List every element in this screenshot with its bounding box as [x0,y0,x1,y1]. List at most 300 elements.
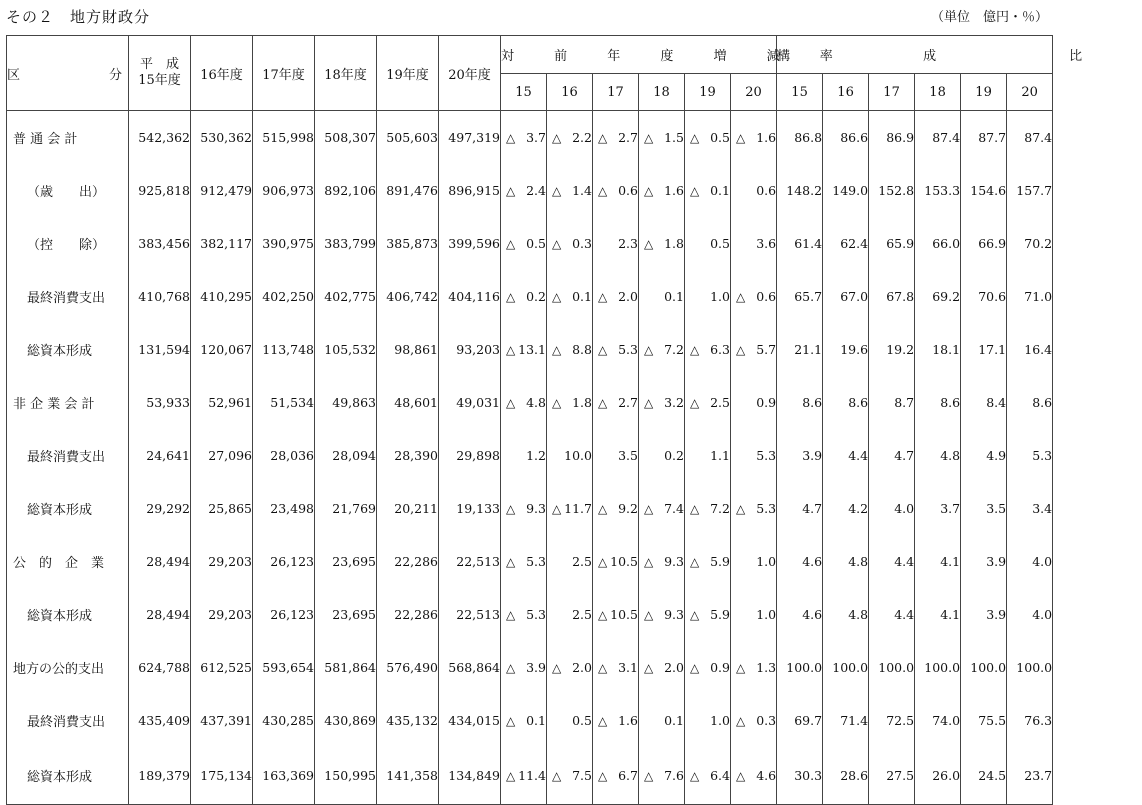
decrease-mark: △ [506,342,516,357]
rate-value: 10.5 [610,554,638,569]
ratio-cell: 4.0 [1007,535,1053,588]
row-label: 総資本形成 [7,588,129,641]
decrease-mark: △ [598,660,608,675]
value-cell: 410,768 [129,270,191,323]
decrease-mark: △ [598,395,608,410]
ratio-cell: 61.4 [777,217,823,270]
row-label: （歳 出） [7,164,129,217]
decrease-mark: △ [598,342,608,357]
rate-cell [685,535,731,588]
ratio-cell: 24.5 [961,747,1007,805]
decrease-mark: △ [552,236,562,251]
rate-cell [685,641,731,694]
ratio-cell: 72.5 [869,694,915,747]
decrease-mark: △ [506,501,516,516]
ratio-cell: 75.5 [961,694,1007,747]
ratio-cell: 100.0 [961,641,1007,694]
ratio-cell: 4.8 [823,535,869,588]
rate-cell [731,588,777,641]
rate-cell [685,747,731,805]
ratio-cell: 65.7 [777,270,823,323]
ratio-cell: 86.8 [777,111,823,165]
value-cell: 28,390 [377,429,439,482]
decrease-mark: △ [736,501,746,516]
rate-value: 0.1 [664,713,684,728]
ratio-cell: 86.6 [823,111,869,165]
ratio-cell: 4.8 [915,429,961,482]
rate-cell [639,588,685,641]
decrease-mark: △ [644,342,654,357]
value-cell: 383,799 [315,217,377,270]
table-row [7,323,1053,376]
value-cell: 28,094 [315,429,377,482]
rate-cell [639,641,685,694]
value-cell: 896,915 [439,164,501,217]
value-cell: 906,973 [253,164,315,217]
value-cell: 434,015 [439,694,501,747]
ratio-cell: 18.1 [915,323,961,376]
ratio-cell: 30.3 [777,747,823,805]
decrease-mark: △ [644,130,654,145]
ratio-cell: 8.6 [915,376,961,429]
decrease-mark: △ [644,236,654,251]
value-cell: 402,250 [253,270,315,323]
ratio-cell: 69.7 [777,694,823,747]
table-row [7,641,1053,694]
rate-cell [501,747,547,805]
decrease-mark: △ [552,768,562,783]
rate-cell [593,164,639,217]
value-cell: 912,479 [191,164,253,217]
value-cell: 410,295 [191,270,253,323]
rate-cell [593,270,639,323]
rate-cell [501,323,547,376]
ratio-cell: 71.4 [823,694,869,747]
ratio-cell: 8.6 [1007,376,1053,429]
value-cell: 891,476 [377,164,439,217]
rate-value: 0.5 [572,713,592,728]
decrease-mark: △ [690,768,700,783]
ratio-cell: 66.9 [961,217,1007,270]
decrease-mark: △ [644,501,654,516]
rate-cell [593,535,639,588]
ratio-cell: 4.4 [869,535,915,588]
decrease-mark: △ [598,289,608,304]
rate-cell [593,376,639,429]
value-cell: 52,961 [191,376,253,429]
ratio-cell: 70.6 [961,270,1007,323]
value-cell: 21,769 [315,482,377,535]
rate-cell [685,270,731,323]
header-rate-year: 16 [547,74,593,111]
rate-value: 9.3 [664,607,684,622]
ratio-cell: 66.0 [915,217,961,270]
decrease-mark: △ [736,660,746,675]
value-cell: 624,788 [129,641,191,694]
header-ratio-year: 19 [961,74,1007,111]
value-cell: 29,898 [439,429,501,482]
ratio-cell: 27.5 [869,747,915,805]
decrease-mark: △ [506,183,516,198]
value-cell: 141,358 [377,747,439,805]
value-cell: 581,864 [315,641,377,694]
value-cell: 20,211 [377,482,439,535]
rate-cell [685,482,731,535]
row-label: 公 的 企 業 [7,535,129,588]
rate-cell [685,376,731,429]
value-cell: 51,534 [253,376,315,429]
rate-value: 8.8 [572,342,592,357]
decrease-mark: △ [690,130,700,145]
ratio-cell: 5.3 [1007,429,1053,482]
rate-cell [547,429,593,482]
decrease-mark: △ [552,660,562,675]
ratio-cell: 74.0 [915,694,961,747]
rate-value: 1.2 [526,448,546,463]
ratio-cell: 4.4 [869,588,915,641]
ratio-cell: 4.6 [777,535,823,588]
value-cell: 98,861 [377,323,439,376]
value-cell: 105,532 [315,323,377,376]
rate-cell [501,429,547,482]
rate-cell [639,217,685,270]
rate-cell [685,588,731,641]
rate-cell [547,482,593,535]
rate-value: 5.3 [618,342,638,357]
value-cell: 24,641 [129,429,191,482]
ratio-cell: 3.9 [961,535,1007,588]
rate-value: 2.0 [572,660,592,675]
rate-cell [731,323,777,376]
decrease-mark: △ [736,289,746,304]
rate-cell [685,164,731,217]
value-cell: 508,307 [315,111,377,165]
rate-value: 0.2 [664,448,684,463]
ratio-cell: 100.0 [1007,641,1053,694]
rate-value: 5.3 [526,607,546,622]
decrease-mark: △ [552,130,562,145]
rate-cell [547,217,593,270]
value-cell: 435,409 [129,694,191,747]
ratio-cell: 4.9 [961,429,1007,482]
rate-cell [685,323,731,376]
ratio-cell: 67.0 [823,270,869,323]
rate-cell [593,747,639,805]
ratio-cell: 4.1 [915,588,961,641]
table-row [7,164,1053,217]
ratio-cell: 3.4 [1007,482,1053,535]
ratio-cell: 8.4 [961,376,1007,429]
ratio-cell: 4.8 [823,588,869,641]
table-row [7,376,1053,429]
rate-value: 10.0 [564,448,592,463]
header-rate-year: 20 [731,74,777,111]
rate-value: 2.0 [618,289,638,304]
value-cell: 399,596 [439,217,501,270]
value-cell: 120,067 [191,323,253,376]
rate-value: 1.5 [664,130,684,145]
value-cell: 28,494 [129,588,191,641]
rate-value: 3.2 [664,395,684,410]
rate-value: 1.6 [756,130,777,145]
decrease-mark: △ [690,501,700,516]
header-ratio-group: 構 成 比 [777,36,1053,74]
rate-cell [593,588,639,641]
value-cell: 150,995 [315,747,377,805]
rate-value: 7.2 [664,342,684,357]
rate-value: 0.3 [756,713,777,728]
rate-cell [593,323,639,376]
rate-cell [593,641,639,694]
ratio-cell: 157.7 [1007,164,1053,217]
value-cell: 390,975 [253,217,315,270]
ratio-cell: 71.0 [1007,270,1053,323]
ratio-cell: 19.2 [869,323,915,376]
ratio-cell: 16.4 [1007,323,1053,376]
ratio-cell: 8.6 [823,376,869,429]
header-rate-year: 19 [685,74,731,111]
rate-cell [501,217,547,270]
decrease-mark: △ [506,713,516,728]
ratio-cell: 3.9 [961,588,1007,641]
value-cell: 22,286 [377,588,439,641]
value-cell: 29,203 [191,588,253,641]
rate-value: 1.0 [710,713,730,728]
ratio-cell: 4.1 [915,535,961,588]
rate-value: 5.9 [710,607,730,622]
rate-value: 1.0 [710,289,730,304]
ratio-cell: 3.9 [777,429,823,482]
rate-cell [639,376,685,429]
decrease-mark: △ [690,660,700,675]
ratio-cell: 3.7 [915,482,961,535]
header-ratio-year: 16 [823,74,869,111]
ratio-cell: 17.1 [961,323,1007,376]
rate-value: 13.1 [518,342,546,357]
header-ratio-year: 15 [777,74,823,111]
table-row [7,111,1053,165]
row-label: （控 除） [7,217,129,270]
rate-cell [501,535,547,588]
table-row [7,694,1053,747]
rate-cell [731,694,777,747]
rate-value: 9.3 [526,501,546,516]
decrease-mark: △ [506,130,516,145]
row-label: 総資本形成 [7,323,129,376]
table-row [7,535,1053,588]
header-heisei15-top: 平 成 [139,57,179,72]
decrease-mark: △ [506,236,516,251]
rate-value: 0.2 [526,289,546,304]
decrease-mark: △ [552,342,562,357]
rate-cell [731,535,777,588]
value-cell: 19,133 [439,482,501,535]
rate-value: 2.2 [572,130,592,145]
rate-value: 3.5 [618,448,638,463]
value-cell: 28,036 [253,429,315,482]
table-row [7,482,1053,535]
decrease-mark: △ [506,554,516,569]
rate-value: 3.7 [526,130,546,145]
value-cell: 435,132 [377,694,439,747]
decrease-mark: △ [644,660,654,675]
value-cell: 28,494 [129,535,191,588]
value-cell: 22,513 [439,535,501,588]
decrease-mark: △ [736,713,746,728]
rate-cell [547,641,593,694]
rate-value: 2.5 [572,554,592,569]
page-title: その２ 地方財政分 [6,8,151,26]
rate-cell [547,376,593,429]
value-cell: 430,869 [315,694,377,747]
rate-value: 0.6 [618,183,638,198]
rate-cell [547,747,593,805]
header-heisei15-bottom: 15年度 [138,73,181,88]
rate-value: 11.4 [518,768,546,783]
table-row [7,747,1053,805]
rate-value: 4.8 [526,395,546,410]
rate-value: 1.6 [664,183,684,198]
value-cell: 515,998 [253,111,315,165]
value-cell: 26,123 [253,535,315,588]
header-kubun [7,36,129,111]
value-cell: 175,134 [191,747,253,805]
value-cell: 497,319 [439,111,501,165]
header-ratio-year: 17 [869,74,915,111]
rate-cell [639,694,685,747]
row-label: 最終消費支出 [7,270,129,323]
ratio-cell: 152.8 [869,164,915,217]
value-cell: 576,490 [377,641,439,694]
header-rate-year: 15 [501,74,547,111]
row-label: 総資本形成 [7,747,129,805]
ratio-cell: 76.3 [1007,694,1053,747]
rate-cell [593,694,639,747]
rate-value: 1.1 [710,448,730,463]
ratio-cell: 148.2 [777,164,823,217]
rate-value: 5.7 [756,342,777,357]
value-cell: 530,362 [191,111,253,165]
value-cell: 48,601 [377,376,439,429]
rate-cell [593,482,639,535]
decrease-mark: △ [598,713,608,728]
rate-value: 1.3 [756,660,777,675]
value-cell: 402,775 [315,270,377,323]
rate-value: 2.7 [618,395,638,410]
rate-cell [501,694,547,747]
value-cell: 26,123 [253,588,315,641]
decrease-mark: △ [598,554,608,569]
ratio-cell: 21.1 [777,323,823,376]
rate-value: 5.3 [526,554,546,569]
rate-cell [731,747,777,805]
value-cell: 925,818 [129,164,191,217]
rate-value: 2.7 [618,130,638,145]
rate-value: 6.7 [618,768,638,783]
rate-value: 0.5 [710,130,730,145]
decrease-mark: △ [506,768,516,783]
value-cell: 131,594 [129,323,191,376]
ratio-cell: 149.0 [823,164,869,217]
decrease-mark: △ [690,554,700,569]
rate-value: 1.8 [664,236,684,251]
header-rate-year: 18 [639,74,685,111]
ratio-cell: 87.4 [915,111,961,165]
rate-value: 1.0 [756,607,777,622]
rate-value: 7.5 [572,768,592,783]
rate-value: 5.9 [710,554,730,569]
table-row [7,270,1053,323]
rate-value: 5.3 [756,448,777,463]
value-cell: 23,498 [253,482,315,535]
rate-cell [547,323,593,376]
header-kubun-left: 区 [7,67,21,83]
value-cell: 23,695 [315,588,377,641]
decrease-mark: △ [690,342,700,357]
rate-cell [593,217,639,270]
rate-value: 0.1 [710,183,730,198]
header-rate-year: 17 [593,74,639,111]
value-cell: 49,863 [315,376,377,429]
value-cell: 892,106 [315,164,377,217]
decrease-mark: △ [552,395,562,410]
value-cell: 29,292 [129,482,191,535]
rate-value: 10.5 [610,607,638,622]
row-label: 地方の公的支出 [7,641,129,694]
rate-value: 1.8 [572,395,592,410]
header-year: 18年度 [315,36,377,111]
rate-cell [731,429,777,482]
header-year: 17年度 [253,36,315,111]
rate-value: 11.7 [564,501,592,516]
ratio-cell: 4.4 [823,429,869,482]
row-label: 最終消費支出 [7,429,129,482]
rate-value: 9.2 [618,501,638,516]
value-cell: 53,933 [129,376,191,429]
value-cell: 385,873 [377,217,439,270]
decrease-mark: △ [506,660,516,675]
value-cell: 437,391 [191,694,253,747]
ratio-cell: 23.7 [1007,747,1053,805]
ratio-cell: 4.0 [869,482,915,535]
decrease-mark: △ [644,395,654,410]
rate-value: 0.1 [526,713,546,728]
rate-value: 2.3 [618,236,638,251]
value-cell: 163,369 [253,747,315,805]
ratio-cell: 70.2 [1007,217,1053,270]
table-row [7,588,1053,641]
rate-value: 2.5 [710,395,730,410]
ratio-cell: 67.8 [869,270,915,323]
rate-value: 3.1 [618,660,638,675]
ratio-cell: 3.5 [961,482,1007,535]
rate-cell [501,376,547,429]
rate-cell [593,111,639,165]
unit-note: （単位 億円・％） [930,10,1048,25]
rate-cell [731,111,777,165]
decrease-mark: △ [690,607,700,622]
rate-cell [547,111,593,165]
decrease-mark: △ [506,289,516,304]
header-ratio-year: 20 [1007,74,1053,111]
rate-value: 0.1 [664,289,684,304]
rate-value: 3.9 [526,660,546,675]
value-cell: 404,116 [439,270,501,323]
rate-value: 7.4 [664,501,684,516]
rate-cell [547,694,593,747]
rate-cell [731,482,777,535]
row-label: 非 企 業 会 計 [7,376,129,429]
